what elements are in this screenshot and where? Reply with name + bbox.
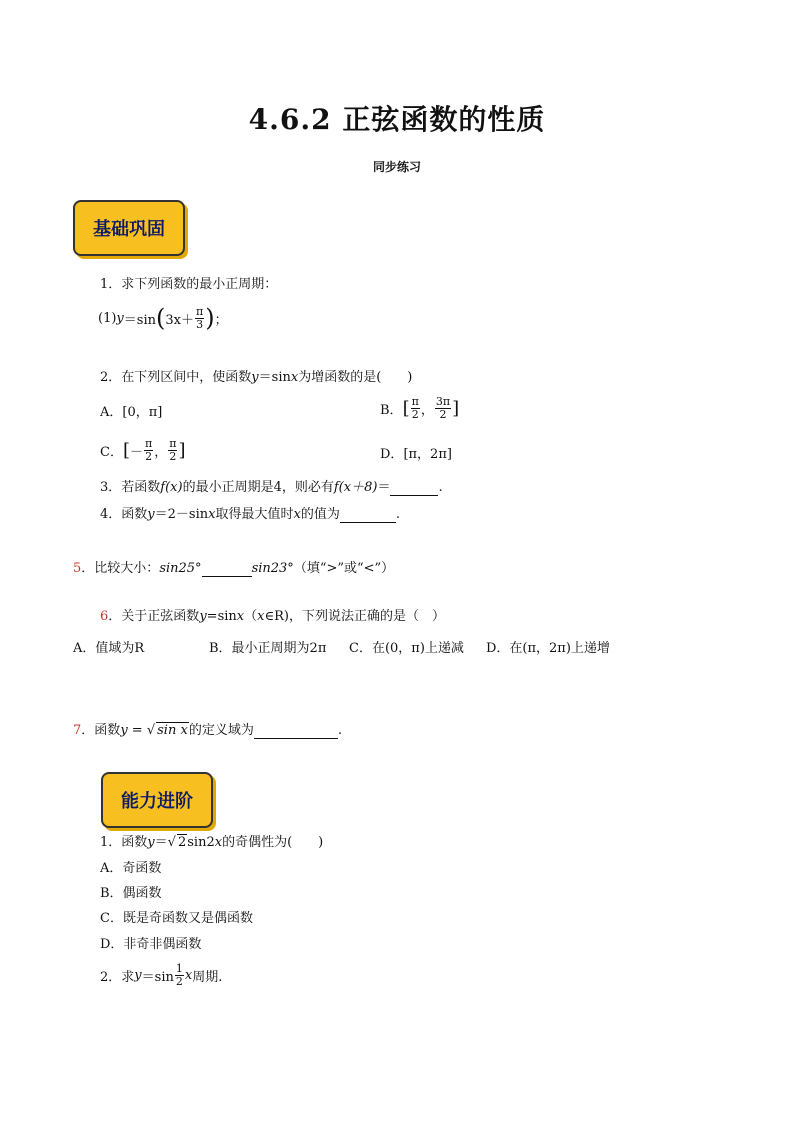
fraction [168, 438, 177, 463]
question-text: 在下列区间中，使函数 [121, 370, 252, 385]
fraction-numerator: π [145, 436, 153, 450]
fraction [195, 306, 204, 331]
var-y: y [147, 835, 155, 850]
fraction [175, 963, 184, 988]
question-text: ＝2－sin [154, 507, 209, 522]
sub-label: (1) [98, 310, 117, 326]
question-text: 求 [121, 969, 135, 985]
section-badge-advanced [101, 772, 213, 828]
option-label: D． [380, 447, 404, 462]
option-d: D．非奇非偶函数 [100, 937, 202, 952]
var-y: y [251, 370, 259, 385]
sqrt-symbol: √ [167, 835, 176, 850]
option-b: B．最小正周期为2π [209, 641, 327, 656]
fraction-numerator: 1 [175, 961, 183, 975]
question-1 [100, 273, 277, 292]
option-d [380, 443, 452, 462]
option-c: C．在(0，π)上递减 [349, 641, 464, 656]
right-bracket: ] [178, 439, 186, 461]
var-x: x [208, 507, 216, 522]
question-number: 1． [100, 835, 122, 850]
question-text: ∈R)，下列说法正确的是（ ） [264, 609, 445, 624]
section-label-basic: 基础巩固 [93, 219, 165, 240]
fraction [411, 396, 420, 421]
question-3 [100, 476, 443, 496]
option-b [380, 392, 459, 424]
question-6 [100, 605, 445, 624]
question-text: 函数 [121, 835, 148, 850]
sin-23: sin23° [251, 561, 294, 576]
question-number: 7 [73, 723, 82, 738]
var-x: x [214, 835, 223, 850]
fraction-denominator: 2 [145, 449, 153, 463]
question-text: 函数 [94, 723, 121, 738]
equals: = [127, 723, 147, 738]
question-text: ＝ [154, 835, 168, 850]
question-end: . [438, 480, 443, 495]
question-text: 的最小正周期是4，则必有 [182, 480, 334, 495]
fraction-denominator: 2 [169, 449, 177, 463]
right-bracket: ] [452, 397, 460, 419]
question-number: 5 [73, 561, 82, 576]
function-fx8: f(x＋8) [333, 480, 378, 495]
left-paren: ( [155, 304, 166, 332]
var-y: y [120, 723, 128, 738]
fraction-numerator: π [169, 436, 177, 450]
option-a: A．值域为R [73, 641, 145, 656]
fraction [144, 438, 153, 463]
question-4 [100, 503, 400, 523]
question-text: 取得最大值时 [215, 507, 294, 522]
question-number: 2． [100, 370, 122, 385]
left-bracket: [ [402, 397, 410, 419]
question-text: ＝sin [258, 370, 291, 385]
answer-blank[interactable] [390, 480, 438, 496]
page-subtitle: 同步练习 [372, 160, 421, 174]
answer-blank[interactable] [254, 723, 338, 739]
fraction-numerator: π [411, 394, 419, 408]
var-y: y [147, 507, 155, 522]
fraction-numerator: 3π [435, 394, 451, 408]
question-text: 周期. [192, 969, 223, 985]
var-x: x [257, 609, 265, 624]
question-text: 关于正弦函数 [121, 609, 200, 624]
question-text: （ [244, 609, 258, 624]
question-text: 为增函数的是( ) [298, 370, 413, 385]
question-number: 2． [100, 969, 122, 985]
option-label: A． [100, 405, 123, 420]
fraction-numerator: π [195, 304, 204, 318]
option-label: B． [380, 402, 403, 418]
fraction-denominator: 2 [411, 407, 419, 421]
option-text: [π，2π] [403, 447, 452, 462]
var-x: x [290, 370, 299, 385]
var-y: y [199, 609, 207, 624]
question-text: （填“>”或“<”） [293, 561, 395, 576]
fraction-denominator: 2 [439, 407, 447, 421]
option-a [100, 401, 162, 420]
question-number: 1． [100, 277, 122, 292]
section-label-advanced: 能力进阶 [121, 791, 193, 812]
option-b: B．偶函数 [100, 886, 162, 901]
var-y: y [134, 967, 142, 983]
minus-sign: － [129, 444, 143, 460]
var-x: x [293, 507, 301, 522]
option-label: C． [100, 444, 123, 460]
answer-blank[interactable] [202, 561, 252, 577]
option-text: [0，π] [122, 405, 163, 420]
sqrt-content: sin x [157, 723, 188, 738]
advanced-question-2 [100, 958, 222, 992]
equation-part: ＝sin [123, 312, 156, 328]
var-x: x [236, 609, 245, 624]
page-title: 4.6.2 正弦函数的性质 [248, 103, 546, 136]
question-5 [73, 557, 394, 577]
question-2 [100, 366, 412, 385]
equation-inner: 3x＋ [165, 312, 194, 328]
fraction-denominator: 3 [196, 317, 204, 331]
option-a: A．奇函数 [100, 861, 162, 876]
advanced-question-1 [100, 831, 323, 850]
question-text: ＝sin [141, 969, 174, 985]
question-7 [73, 719, 342, 739]
section-badge-basic [73, 200, 185, 256]
question-dot: ． [81, 723, 95, 738]
answer-blank[interactable] [340, 507, 396, 523]
question-text: sin2 [187, 835, 215, 850]
option-c [100, 434, 186, 466]
question-end: . [395, 507, 400, 522]
left-bracket: [ [122, 439, 130, 461]
question-text: 比较大小： [94, 561, 160, 576]
question-text: 求下列函数的最小正周期： [121, 277, 278, 292]
sqrt-content: 2 [177, 835, 187, 850]
question-text: 函数 [121, 507, 148, 522]
question-text: 的值为 [300, 507, 340, 522]
question-dot: ． [108, 609, 122, 624]
option-d: D．在(π，2π)上递增 [486, 641, 610, 656]
fraction-denominator: 2 [175, 974, 183, 988]
sqrt-symbol: √ [146, 723, 156, 738]
fraction [435, 396, 451, 421]
question-number: 6 [100, 609, 109, 624]
option-c: C．既是奇函数又是偶函数 [100, 911, 253, 926]
sin-25: sin25° [159, 561, 202, 576]
question-text: 的奇偶性为( ) [222, 835, 324, 850]
question-end: . [337, 723, 342, 738]
right-paren: ) [205, 304, 215, 332]
question-number: 4． [100, 507, 122, 522]
question-text: =sin [206, 609, 237, 624]
function-fx: f(x) [160, 480, 183, 495]
question-dot: ． [81, 561, 95, 576]
question-text: ＝ [377, 480, 391, 495]
comma: ， [420, 402, 434, 418]
question-text: 若函数 [121, 480, 161, 495]
var-y: y [116, 310, 124, 326]
question-1-sub1 [98, 298, 228, 338]
var-x: x [184, 967, 193, 983]
question-number: 3． [100, 480, 122, 495]
question-text: 的定义域为 [188, 723, 254, 738]
equation-end: ； [214, 312, 228, 328]
comma: ， [154, 444, 168, 460]
